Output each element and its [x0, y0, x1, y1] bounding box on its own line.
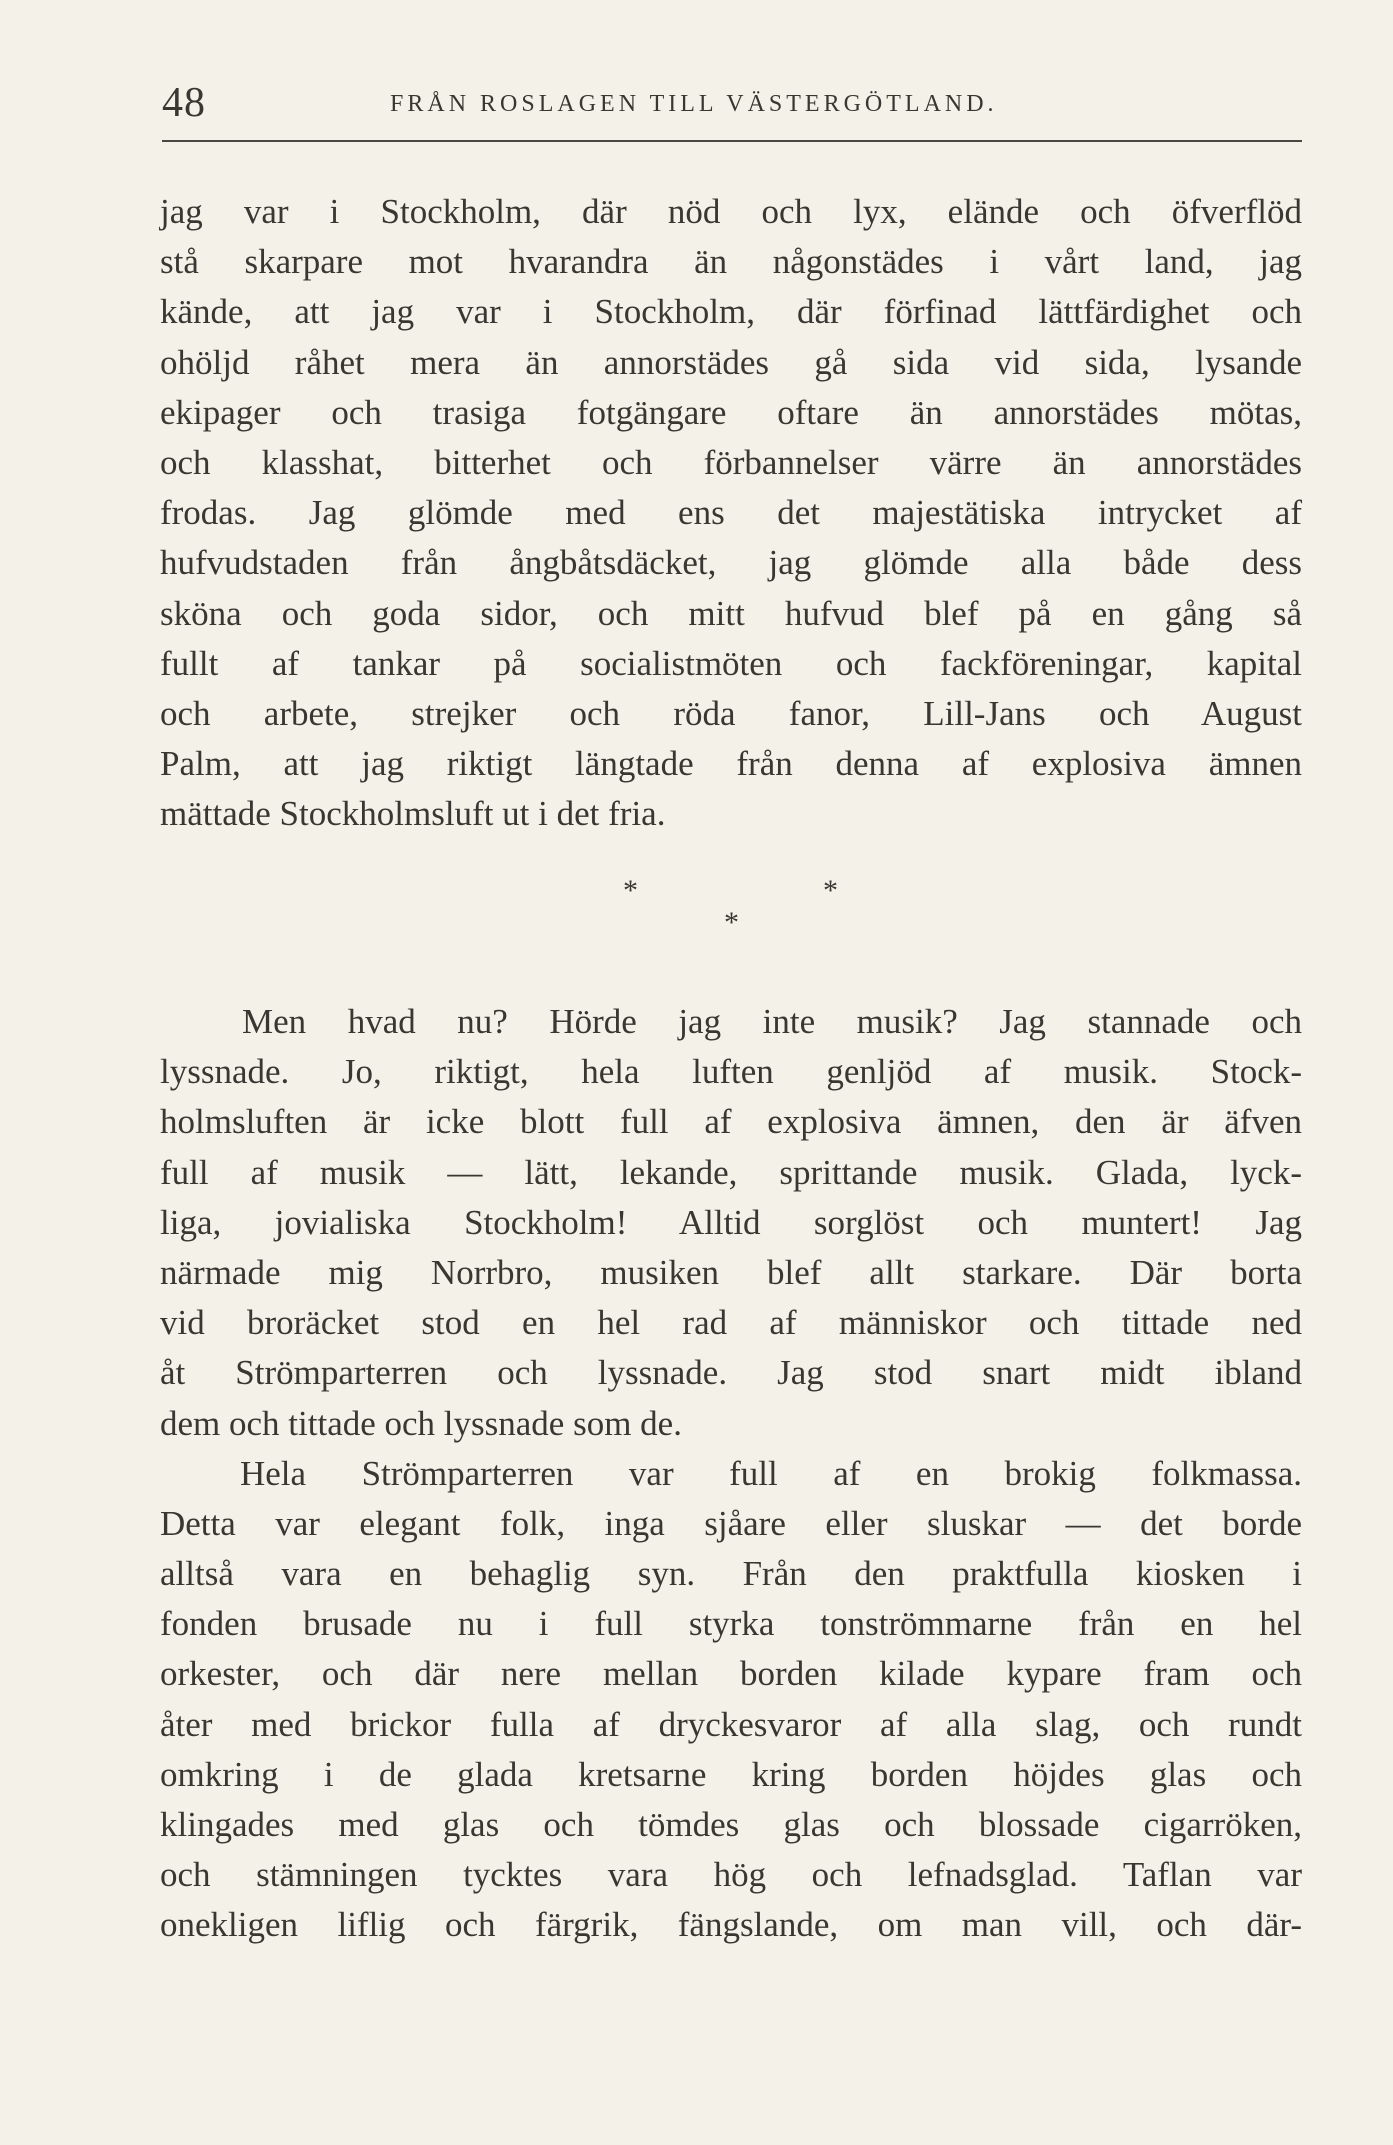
- text-line: åter med brickor fulla af dryckesvaror af alla slag, och rundt: [160, 1704, 1302, 1744]
- text-line: omkring i de glada kretsarne kring borden höjdes glas och: [160, 1754, 1302, 1794]
- text-line: holmsluften är icke blott full af explosiva ämnen, den är äfven: [160, 1102, 1302, 1142]
- text-line: hufvudstaden från ångbåtsdäcket, jag glömde alla både dess: [160, 543, 1302, 583]
- asterisk: *: [823, 874, 838, 907]
- text-line: ohöljd råhet mera än annorstädes gå sida vid sida, lysande: [160, 342, 1302, 382]
- text-line: jag var i Stockholm, där nöd och lyx, elände och öfverflöd: [160, 192, 1302, 231]
- text-line: och klasshat, bitterhet och förbannelser värre än annorstädes: [160, 442, 1302, 482]
- text-line: och stämningen tycktes vara hög och lefnadsglad. Taflan var: [160, 1855, 1302, 1895]
- text-line: klingades med glas och tömdes glas och blossade cigarröken,: [160, 1805, 1302, 1844]
- text-line: vid broräcket stod en hel rad af människor och tittade ned: [160, 1303, 1302, 1343]
- paragraph-2: [160, 997, 1302, 1951]
- text-line: fullt af tankar på socialistmöten och fackföreningar, kapital: [160, 643, 1302, 683]
- text-line: Hela Strömparterren var full af en brokig folkmassa.: [240, 1453, 1302, 1493]
- text-line: frodas. Jag glömde med ens det majestätiska intrycket af: [160, 493, 1302, 533]
- text-line: kände, att jag var i Stockholm, där förfinad lättfärdighet och: [160, 292, 1302, 332]
- text-line: Detta var elegant folk, inga sjåare eller sluskar — det borde: [160, 1503, 1302, 1543]
- text-line: fonden brusade nu i full styrka tonströmmarne från en hel: [160, 1604, 1302, 1644]
- text-line: liga, jovialiska Stockholm! Alltid sorglöst och muntert! Jag: [160, 1202, 1302, 1242]
- text-line: åt Strömparterren och lyssnade. Jag stod snart midt ibland: [160, 1353, 1302, 1393]
- text-line: dem och tittade och lyssnade som de.: [160, 1403, 682, 1443]
- header-rule: [162, 140, 1302, 142]
- text-line: sköna och goda sidor, och mitt hufvud blef på en gång så: [160, 593, 1302, 633]
- text-line: närmade mig Norrbro, musiken blef allt starkare. Där borta: [160, 1252, 1302, 1292]
- running-title: FRÅN ROSLAGEN TILL VÄSTERGÖTLAND.: [390, 91, 998, 117]
- page-number: 48: [162, 80, 206, 126]
- text-line: och arbete, strejker och röda fanor, Lill-Jans och August: [160, 693, 1302, 733]
- text-line: onekligen liflig och färgrik, fängslande, om man vill, och där-: [160, 1905, 1302, 1945]
- text-line: stå skarpare mot hvarandra än någonstädes i vårt land, jag: [160, 242, 1302, 282]
- text-line: Palm, att jag riktigt längtade från denna af explosiva ämnen: [160, 744, 1302, 784]
- asterisk: *: [623, 874, 638, 907]
- paragraph-1: [160, 187, 1302, 839]
- asterisk: *: [724, 906, 739, 939]
- text-line: lyssnade. Jo, riktigt, hela luften genljöd af musik. Stock-: [160, 1052, 1302, 1092]
- text-line: orkester, och där nere mellan borden kilade kypare fram och: [160, 1654, 1302, 1694]
- text-line: Men hvad nu? Hörde jag inte musik? Jag stannade och: [242, 1002, 1302, 1041]
- text-line: full af musik — lätt, lekande, sprittande musik. Glada, lyck-: [160, 1152, 1302, 1192]
- page-header: [162, 78, 1302, 128]
- text-line: mättade Stockholmsluft ut i det fria.: [160, 794, 666, 834]
- text-line: alltså vara en behaglig syn. Från den praktfulla kiosken i: [160, 1554, 1302, 1594]
- text-line: ekipager och trasiga fotgängare oftare än annorstädes mötas,: [160, 392, 1302, 432]
